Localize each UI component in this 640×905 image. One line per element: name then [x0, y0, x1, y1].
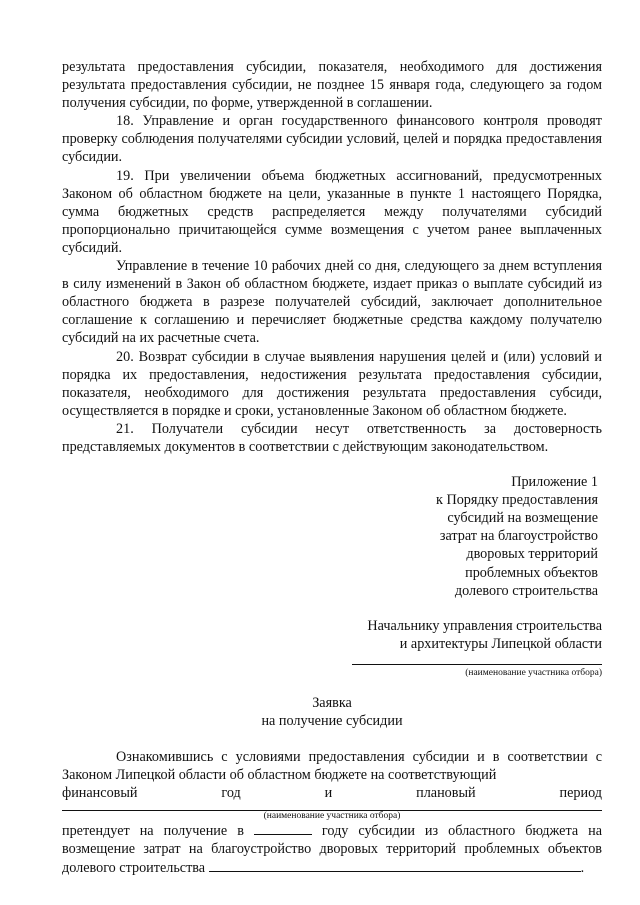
form-title-line-2: на получение субсидии [261, 713, 403, 729]
claim-end: . [580, 859, 585, 876]
spread-word: год [221, 785, 241, 802]
spread-word: и [324, 785, 333, 802]
appendix-line: дворовых территорий [466, 546, 598, 563]
appendix-line: проблемных объектов [465, 564, 598, 581]
year-blank [254, 822, 312, 835]
appendix-line: к Порядку предоставления [436, 492, 598, 509]
claim-part-1: претендует на получение в [62, 823, 244, 840]
paragraph-continuation: результата предоставления субсидии, показателя, необходимого для достижения результата предоставления субсидии, не позднее 15 января года, следующего за годом получения субсидии, по форме, утвержденной в соглашении. [62, 59, 602, 112]
spread-word: период [559, 785, 602, 802]
application-body [62, 748, 602, 877]
addressee-block [312, 617, 602, 679]
appendix-line: Приложение 1 [511, 474, 598, 491]
application-intro-spread-line [62, 784, 602, 802]
paragraph-20: 20. Возврат субсидии в случае выявления нарушения целей и (или) условий и порядка их предоставления, недостижения результата предоставления субсидии, показателя, необходимого для достижения результата предоставления субсиди, осуществляется в порядке и сроки, установленные Законом об областном бюджете. [62, 348, 602, 419]
spread-word: финансовый [62, 785, 138, 802]
form-title [62, 694, 602, 730]
addressee-line-2: и архитектуры Липецкой области [399, 635, 602, 652]
appendix-heading [382, 473, 598, 600]
spread-word: плановый [416, 785, 476, 802]
participant-name-line-caption: (наименование участника отбора) [263, 811, 401, 822]
application-claim [62, 822, 602, 876]
claim-part-2: году субсидии из областного бюджета на возмещение затрат на благоустройство дворовых территорий проблемных объектов долевого строительства [62, 823, 603, 876]
appendix-line: долевого строительства [454, 582, 598, 599]
appendix-line: затрат на благоустройство [439, 528, 598, 545]
object-blank [209, 859, 581, 872]
application-intro: Ознакомившись с условиями предоставления субсидии и в соответствии с Законом Липецкой области об областном бюджете на соответствующий [62, 749, 602, 784]
paragraph-18: 18. Управление и орган государственного финансового контроля проводят проверку соблюдения получателями субсидии условий, целей и порядка предоставления субсидии. [62, 113, 602, 166]
addressee-line-1: Начальнику управления строительства [367, 617, 602, 634]
appendix-line: субсидий на возмещение [447, 510, 598, 527]
document-page [62, 58, 602, 877]
paragraph-19: 19. При увеличении объема бюджетных ассигнований, предусмотренных Законом об областном бюджете на цели, указанные в пункте 1 настоящего Порядка, сумма бюджетных средств распределяется между получателями субсидий пропорционально причитающейся сумме возмещения с учетом ранее выплаченных субсидий. [62, 167, 602, 256]
participant-name-caption: (наименование участника отбора) [465, 667, 602, 678]
form-title-line-1: Заявка [312, 694, 352, 711]
paragraph-21: 21. Получатели субсидии несут ответственность за достоверность представляемых документов в соответствии с действующим законодательством. [62, 420, 602, 455]
paragraph-19-part2: Управление в течение 10 рабочих дней со дня, следующего за днем вступления в силу изменений в Закон об областном бюджете, издает приказ о выплате субсидий из областного бюджета в разрезе получателей субсидий, заключает дополнительное соглашение к соглашению и перечисляет бюджетные средства каждому получателю субсидий на их расчетные счета. [62, 258, 602, 347]
